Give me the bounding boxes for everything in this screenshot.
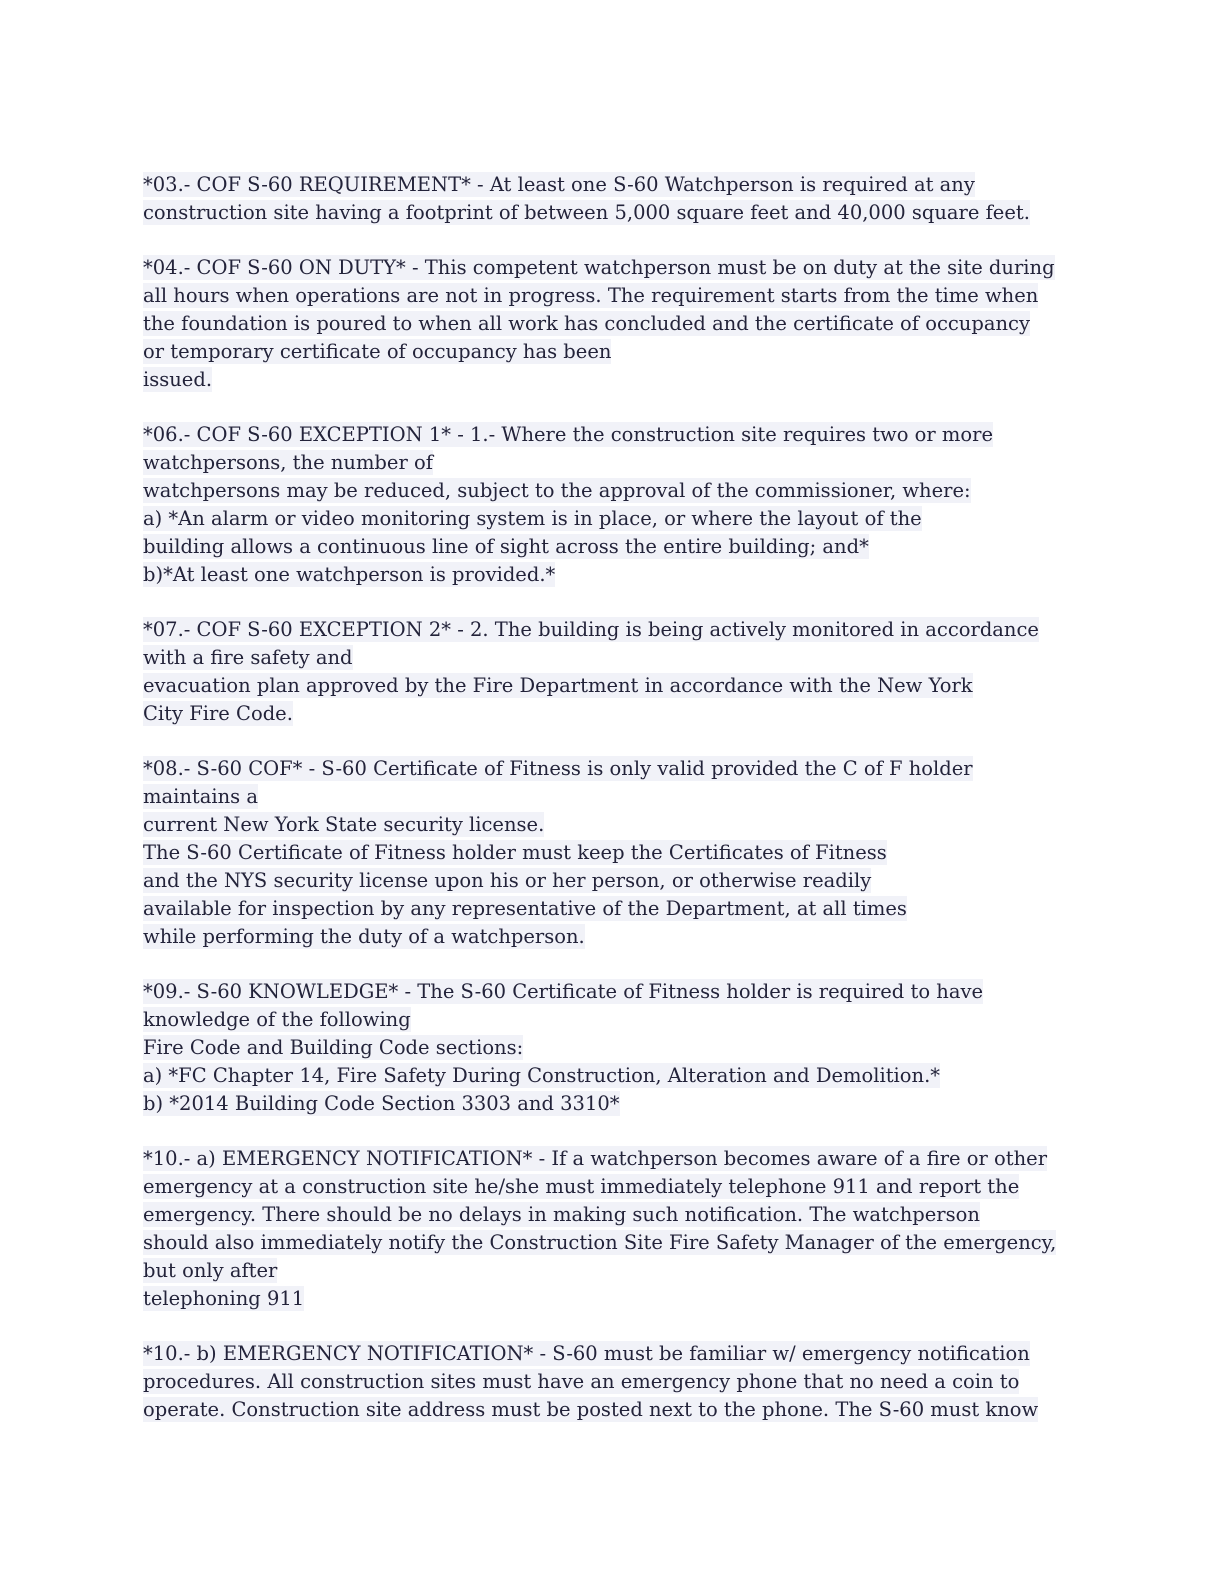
highlighted-text: or temporary certificate of occupancy has been bbox=[143, 340, 612, 363]
highlighted-text: *10.- b) EMERGENCY NOTIFICATION* - S-60 must be familiar w/ emergency notification bbox=[143, 1342, 1030, 1365]
highlighted-text: *10.- a) EMERGENCY NOTIFICATION* - If a watchperson becomes aware of a fire or other bbox=[143, 1147, 1048, 1170]
text-line bbox=[143, 449, 1143, 477]
text-line bbox=[143, 421, 1143, 449]
paragraph bbox=[143, 978, 1143, 1118]
highlighted-text: construction site having a footprint of between 5,000 square feet and 40,000 square feet. bbox=[143, 201, 1030, 224]
text-line bbox=[143, 533, 1143, 561]
text-line bbox=[143, 1090, 1143, 1118]
text-line bbox=[143, 1396, 1143, 1424]
highlighted-text: operate. Construction site address must be posted next to the phone. The S-60 must know bbox=[143, 1398, 1039, 1421]
highlighted-text: maintains a bbox=[143, 785, 259, 808]
highlighted-text: and the NYS security license upon his or her person, or otherwise readily bbox=[143, 869, 872, 892]
text-line bbox=[143, 1173, 1143, 1201]
highlighted-text: b)*At least one watchperson is provided.* bbox=[143, 563, 556, 586]
text-line bbox=[143, 1229, 1143, 1257]
paragraph bbox=[143, 755, 1143, 951]
highlighted-text: *03.- COF S-60 REQUIREMENT* - At least one S-60 Watchperson is required at any bbox=[143, 173, 975, 196]
highlighted-text: building allows a continuous line of sight across the entire building; and* bbox=[143, 535, 869, 558]
text-line bbox=[143, 1340, 1143, 1368]
highlighted-text: evacuation plan approved by the Fire Department in accordance with the New York bbox=[143, 674, 973, 697]
highlighted-text: while performing the duty of a watchperson. bbox=[143, 925, 585, 948]
text-line bbox=[143, 366, 1143, 394]
text-line bbox=[143, 700, 1143, 728]
text-line bbox=[143, 783, 1143, 811]
text-line bbox=[143, 1034, 1143, 1062]
text-line bbox=[143, 811, 1143, 839]
text-line bbox=[143, 1368, 1143, 1396]
highlighted-text: available for inspection by any representative of the Department, at all times bbox=[143, 897, 907, 920]
highlighted-text: issued. bbox=[143, 368, 213, 391]
highlighted-text: should also immediately notify the Construction Site Fire Safety Manager of the emergency, bbox=[143, 1231, 1057, 1254]
text-line bbox=[143, 616, 1143, 644]
text-line bbox=[143, 338, 1143, 366]
text-line bbox=[143, 254, 1143, 282]
highlighted-text: current New York State security license. bbox=[143, 813, 545, 836]
paragraph bbox=[143, 1340, 1143, 1424]
paragraph bbox=[143, 1145, 1143, 1313]
text-line bbox=[143, 310, 1143, 338]
text-line bbox=[143, 171, 1143, 199]
text-line bbox=[143, 561, 1143, 589]
text-line bbox=[143, 978, 1143, 1006]
highlighted-text: all hours when operations are not in progress. The requirement starts from the time when bbox=[143, 284, 1039, 307]
highlighted-text: with a fire safety and bbox=[143, 646, 353, 669]
highlighted-text: *08.- S-60 COF* - S-60 Certificate of Fitness is only valid provided the C of F holder bbox=[143, 757, 973, 780]
highlighted-text: watchpersons may be reduced, subject to the approval of the commissioner, where: bbox=[143, 479, 971, 502]
highlighted-text: City Fire Code. bbox=[143, 702, 293, 725]
text-line bbox=[143, 1201, 1143, 1229]
paragraph bbox=[143, 616, 1143, 728]
text-line bbox=[143, 1062, 1143, 1090]
text-line bbox=[143, 477, 1143, 505]
text-line bbox=[143, 505, 1143, 533]
text-line bbox=[143, 1006, 1143, 1034]
text-line bbox=[143, 867, 1143, 895]
highlighted-text: a) *An alarm or video monitoring system is in place, or where the layout of the bbox=[143, 507, 922, 530]
highlighted-text: but only after bbox=[143, 1259, 278, 1282]
text-line bbox=[143, 923, 1143, 951]
highlighted-text: emergency at a construction site he/she must immediately telephone 911 and report the bbox=[143, 1175, 1020, 1198]
highlighted-text: a) *FC Chapter 14, Fire Safety During Construction, Alteration and Demolition.* bbox=[143, 1064, 941, 1087]
highlighted-text: Fire Code and Building Code sections: bbox=[143, 1036, 524, 1059]
highlighted-text: watchpersons, the number of bbox=[143, 451, 433, 474]
text-line bbox=[143, 672, 1143, 700]
highlighted-text: *06.- COF S-60 EXCEPTION 1* - 1.- Where the construction site requires two or more bbox=[143, 423, 994, 446]
text-line bbox=[143, 1257, 1143, 1285]
text-line bbox=[143, 644, 1143, 672]
document-body bbox=[143, 171, 1143, 1424]
document-page bbox=[143, 171, 1143, 1451]
text-line bbox=[143, 755, 1143, 783]
paragraph bbox=[143, 421, 1143, 589]
text-line bbox=[143, 199, 1143, 227]
highlighted-text: procedures. All construction sites must have an emergency phone that no need a coin to bbox=[143, 1370, 1020, 1393]
highlighted-text: The S-60 Certificate of Fitness holder must keep the Certificates of Fitness bbox=[143, 841, 887, 864]
highlighted-text: emergency. There should be no delays in making such notification. The watchperson bbox=[143, 1203, 980, 1226]
text-line bbox=[143, 895, 1143, 923]
highlighted-text: *04.- COF S-60 ON DUTY* - This competent watchperson must be on duty at the site during bbox=[143, 256, 1055, 279]
paragraph bbox=[143, 254, 1143, 394]
highlighted-text: knowledge of the following bbox=[143, 1008, 411, 1031]
paragraph bbox=[143, 171, 1143, 227]
text-line bbox=[143, 839, 1143, 867]
text-line bbox=[143, 1145, 1143, 1173]
highlighted-text: the foundation is poured to when all work has concluded and the certificate of occupancy bbox=[143, 312, 1030, 335]
highlighted-text: b) *2014 Building Code Section 3303 and 3310* bbox=[143, 1092, 620, 1115]
highlighted-text: *07.- COF S-60 EXCEPTION 2* - 2. The building is being actively monitored in accordance bbox=[143, 618, 1039, 641]
text-line bbox=[143, 282, 1143, 310]
highlighted-text: telephoning 911 bbox=[143, 1287, 305, 1310]
text-line bbox=[143, 1285, 1143, 1313]
highlighted-text: *09.- S-60 KNOWLEDGE* - The S-60 Certificate of Fitness holder is required to have bbox=[143, 980, 983, 1003]
